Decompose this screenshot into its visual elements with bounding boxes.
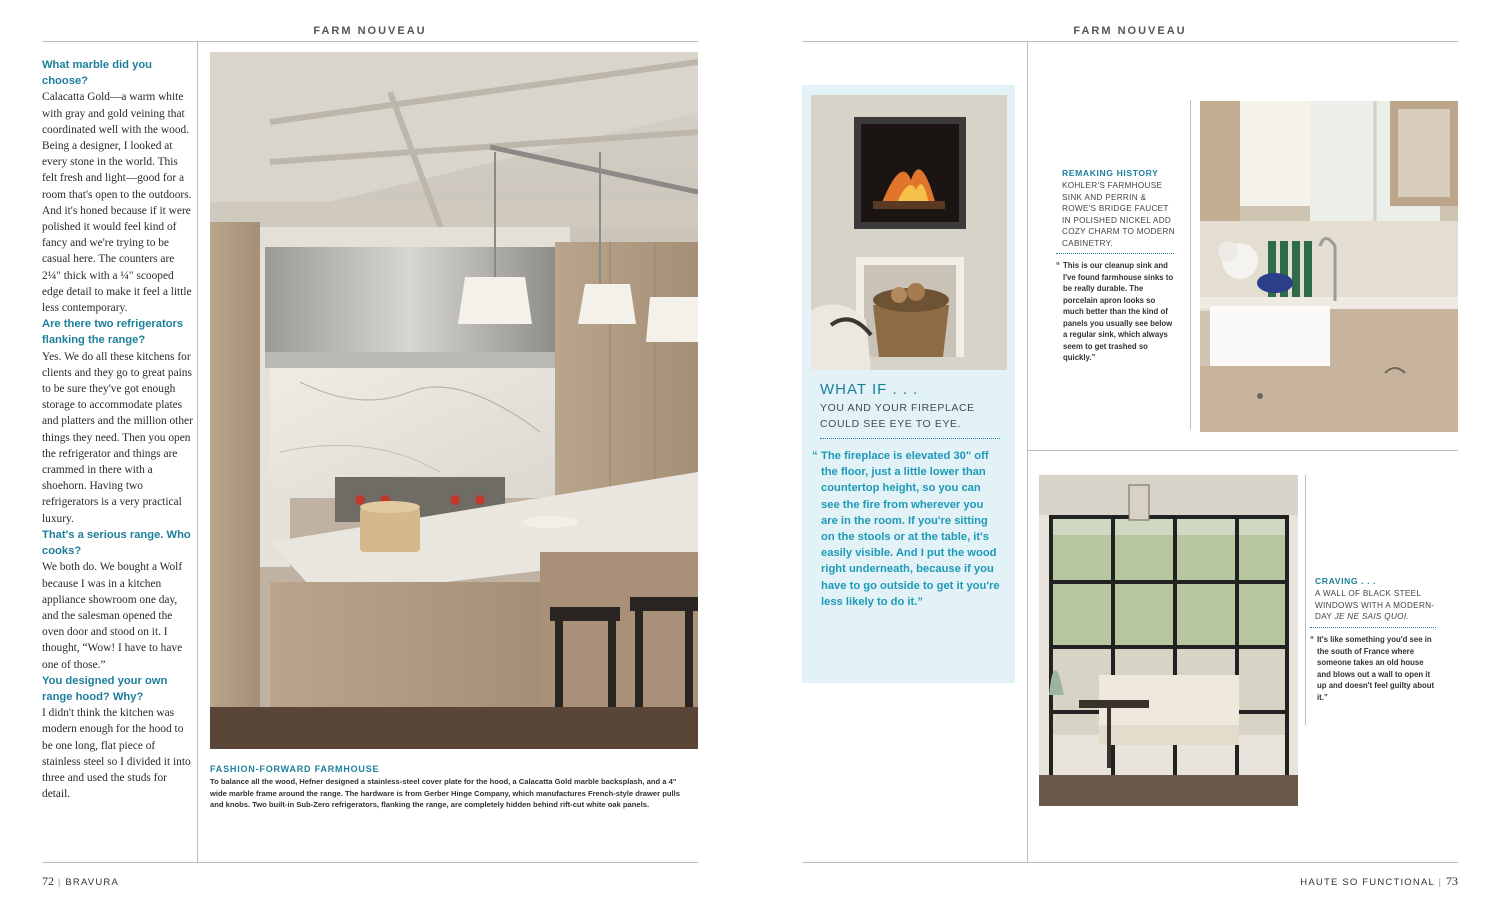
question: That's a serious range. Who cooks?: [42, 528, 191, 558]
sink-quote-text: This is our cleanup sink and I've found farmhouse sinks to be really durable. The porcelain apron looks so much better than the kind of panels you usually see below a regular sink, which always seem to get trashed so quickly.”: [1063, 261, 1174, 362]
page-number: 72: [42, 874, 54, 888]
window-caption-side-rule: [1305, 475, 1306, 725]
answer: We both do. We bought a Wolf because I was in a kitchen appliance showroom one day, and the salesman opened the oven door and stood on it. I thought, “Wow! I have to have one of those.”: [42, 561, 183, 671]
page-number: 73: [1446, 874, 1458, 888]
top-rule-left: [42, 41, 698, 42]
article-name: HAUTE SO FUNCTIONAL: [1300, 877, 1435, 888]
what-if-quote: [812, 448, 1002, 610]
what-if-title: WHAT IF . . .: [820, 381, 919, 398]
main-caption-body: To balance all the wood, Hefner designed a stainless-steel cover plate for the hood, a Calacatta Gold marble backsplash, and a 4" wide marble frame around the range. The hardware is from Gerber Hinge Company, which manufactures French-style drawer pulls and knobs. Two built-in Sub-Zero refrigerators, flanking the range, are completely hidden behind rift-cut white oak panels.: [210, 777, 680, 809]
folio-separator: |: [1438, 877, 1443, 888]
running-head-right: FARM NOUVEAU: [1073, 25, 1187, 37]
window-caption-divider: [1310, 627, 1436, 628]
window-quote: [1310, 634, 1436, 703]
bottom-rule-left: [42, 862, 698, 863]
sink-caption-side-rule: [1190, 100, 1191, 430]
quote-mark: “: [812, 450, 818, 462]
window-quote-text: It's like something you'd see in the south of France where someone takes an old house and blows out a wall to open it up and doesn't feel guilty about it.”: [1317, 635, 1435, 702]
sink-caption-divider: [1056, 253, 1174, 254]
question: You designed your own range hood? Why?: [42, 674, 168, 703]
what-if-divider: [820, 438, 1000, 439]
folio-separator: |: [57, 877, 62, 888]
sink-photo: [1200, 101, 1458, 432]
what-if-subtitle: YOU AND YOUR FIREPLACE COULD SEE EYE TO EYE.: [820, 402, 975, 430]
kitchen-photo: [210, 52, 698, 749]
interview-column: [42, 57, 194, 802]
column-divider-right: [1027, 41, 1028, 862]
windows-photo: [1039, 475, 1298, 806]
main-caption-title: FASHION-FORWARD FARMHOUSE: [210, 764, 380, 774]
window-caption-body-text: A WALL OF BLACK STEEL WINDOWS WITH A MODERN-DAY: [1315, 589, 1435, 621]
window-caption-body: [1315, 588, 1440, 623]
right-mid-rule: [1027, 450, 1458, 451]
running-head-left: FARM NOUVEAU: [313, 25, 427, 37]
folio-right: [1300, 874, 1458, 889]
what-if-quote-text: The fireplace is elevated 30" off the floor, just a little lower than countertop height, so you can see the fire from wherever you are in the room. If you're sitting on the stools or at the table, it's easily visible. And I put the wood right underneath, because if you have to go outside to get it you're less likely to do it.”: [821, 450, 1000, 608]
sink-quote: [1056, 260, 1174, 364]
bottom-rule-right: [802, 862, 1458, 863]
fireplace-photo: [811, 95, 1007, 370]
sink-caption-body: KOHLER'S FARMHOUSE SINK AND PERRIN & ROWE'S BRIDGE FAUCET IN POLISHED NICKEL ADD COZY CHARM TO MODERN CABINETRY.: [1062, 181, 1175, 248]
answer: Calacatta Gold—a warm white with gray and gold veining that coordinated well with the wood. Being a designer, I looked at every stone in the world. This felt fresh and light—good for a room that's open to the outdoors. And it's honed because if it were polished it would feel kind of fancy and we're trying to be casual here. The counters are 2¼" thick with a ¼" scooped edge detail to make it feel a little less contemporary.: [42, 91, 192, 315]
magazine-name: BRAVURA: [65, 877, 119, 888]
quote-mark: “: [1310, 635, 1314, 644]
answer: I didn't think the kitchen was modern enough for the hood to be one long, flat piece of stainless steel so I divided it into three and used the studs for detail.: [42, 707, 191, 801]
window-caption-title: CRAVING . . .: [1315, 576, 1377, 586]
window-caption-body-italic: JE NE SAIS QUOI.: [1334, 612, 1409, 621]
question: What marble did you choose?: [42, 59, 153, 88]
question: Are there two refrigerators flanking the range?: [42, 318, 184, 347]
column-divider-left: [197, 41, 198, 862]
quote-mark: “: [1056, 261, 1060, 270]
sink-caption-title: REMAKING HISTORY: [1062, 168, 1159, 178]
answer: Yes. We do all these kitchens for clients and they go to great pains to be sure they've got enough storage to accommodate plates and platters and the million other things they need. Then you open the refrigerator and things are crammed in there with a shoehorn. Having two refrigerators is a very practical luxury.: [42, 350, 193, 525]
folio-left: [42, 874, 119, 889]
top-rule-right: [802, 41, 1458, 42]
